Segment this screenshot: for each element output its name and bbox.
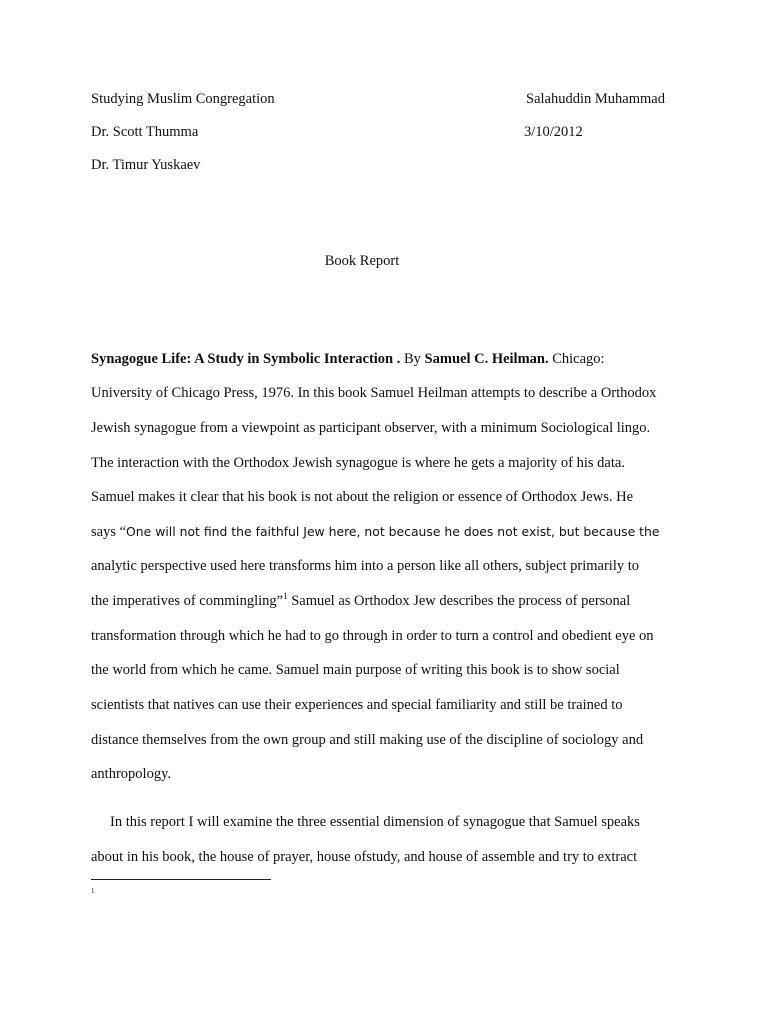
paragraph-line: In this report I will examine the three essential dimension of synagogue that Samuel speaks (110, 814, 640, 830)
instructor-name: Dr. Scott Thumma (91, 124, 199, 140)
paragraph-line: about in his book, the house of prayer, house ofstudy, and house of assemble and try to extract (91, 849, 638, 865)
book-author: Samuel C. Heilman. (424, 351, 549, 367)
footnote-number: 1 (91, 887, 95, 895)
by-word: By (400, 351, 425, 367)
paragraph-text: Samuel as Orthodox Jew describes the process of personal (287, 593, 631, 609)
quotation-text: One will not find the faithful Jew here, not because he does not exist, but because the (126, 524, 660, 539)
course-name: Studying Muslim Congregation (91, 91, 275, 107)
paragraph-line: the world from which he came. Samuel main purpose of writing this book is to show social (91, 662, 620, 678)
paragraph-line: scientists that natives can use their experiences and special familiarity and still be trained to (91, 697, 623, 713)
publication-place: Chicago: (548, 351, 605, 367)
paragraph-line: Jewish synagogue from a viewpoint as participant observer, with a minimum Sociological lingo. (91, 420, 651, 436)
book-title: Synagogue Life: A Study in Symbolic Interaction . (91, 351, 401, 367)
author-name: Salahuddin Muhammad (526, 91, 665, 107)
instructor-name-secondary: Dr. Timur Yuskaev (91, 157, 201, 173)
says-text: says “ (91, 524, 127, 540)
paragraph-line (91, 523, 660, 541)
quotation-end: the imperatives of commingling” (91, 593, 284, 609)
paragraph-line: Samuel makes it clear that his book is not about the religion or essence of Orthodox Jews. He (91, 489, 634, 505)
paragraph-line: analytic perspective used here transforms him into a person like all others, subject primarily to (91, 558, 640, 574)
paragraph-line: anthropology. (91, 766, 172, 782)
paragraph-line: distance themselves from the own group and still making use of the discipline of sociology and (91, 732, 644, 748)
footnote-reference: 1 (283, 591, 288, 601)
report-date: 3/10/2012 (524, 124, 583, 140)
document-title: Book Report (324, 253, 400, 269)
paragraph-line (91, 592, 630, 610)
paragraph-line (91, 350, 605, 368)
paragraph-line: University of Chicago Press, 1976. In this book Samuel Heilman attempts to describe a Orthodox (91, 385, 657, 401)
paragraph-line: The interaction with the Orthodox Jewish synagogue is where he gets a majority of his data. (91, 455, 625, 471)
footnote-divider (91, 879, 271, 880)
paragraph-line: transformation through which he had to go through in order to turn a control and obedient eye on (91, 628, 654, 644)
